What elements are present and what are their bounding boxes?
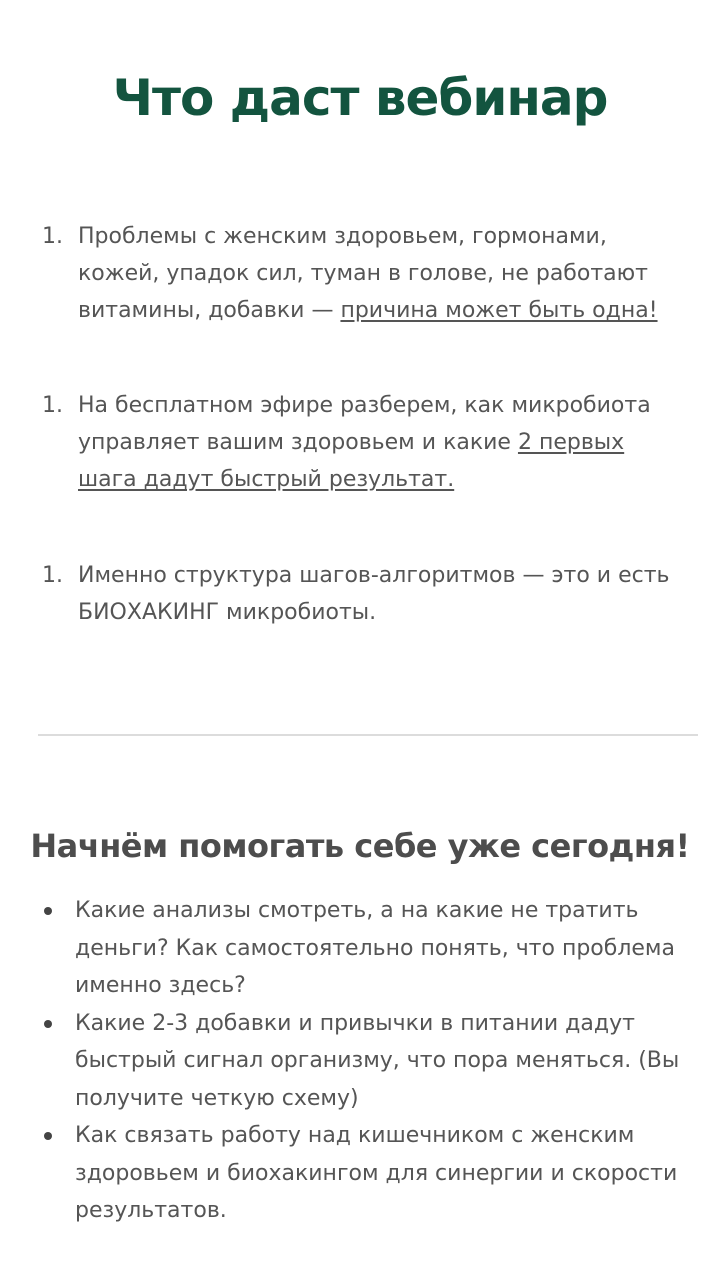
list-item <box>40 1117 695 1230</box>
underlined-phrase: причина может быть одна! <box>340 298 658 323</box>
list-item-text: Проблемы с женским здоровьем, гормонами, кожей, упадок сил, туман в голове, не работают витамины, добавки — причина может быть одна! <box>78 224 658 323</box>
list-item <box>42 387 682 498</box>
list-item-text: Какие 2-3 добавки и привычки в питании дадут быстрый сигнал организму, что пора меняться. (Вы получите четкую схему) <box>75 1010 680 1111</box>
bullet-icon <box>40 892 75 1005</box>
list-number: 1. <box>42 393 63 418</box>
list-item-text: Как связать работу над кишечником с женским здоровьем и биохакингом для синергии и скорости результатов. <box>75 1123 678 1223</box>
bullet-icon <box>40 1005 75 1118</box>
list-item <box>42 557 682 631</box>
page-title: Что даст вебинар <box>112 69 608 127</box>
section-divider <box>38 734 698 736</box>
benefits-list <box>40 892 695 1230</box>
bullet-icon <box>40 1117 75 1230</box>
list-item-text: Именно структура шагов-алгоритмов — это и есть БИОХАКИНГ микробиоты. <box>78 563 670 625</box>
list-number: 1. <box>42 224 63 249</box>
list-item-text: Какие анализы смотреть, а на какие не тратить деньги? Как самостоятельно понять, что проблема именно здесь? <box>75 898 676 998</box>
list-item <box>42 218 682 329</box>
list-number: 1. <box>42 563 63 588</box>
underlined-phrase: 2 первых шага дадут быстрый результат. <box>78 430 625 492</box>
list-item <box>40 892 695 1005</box>
section-title: Начнём помогать себе уже сегодня! <box>30 827 690 865</box>
list-item <box>40 1005 695 1118</box>
list-item-text: На бесплатном эфире разберем, как микробиота управляет вашим здоровьем и какие 2 первых шага дадут быстрый результат. <box>78 393 651 492</box>
